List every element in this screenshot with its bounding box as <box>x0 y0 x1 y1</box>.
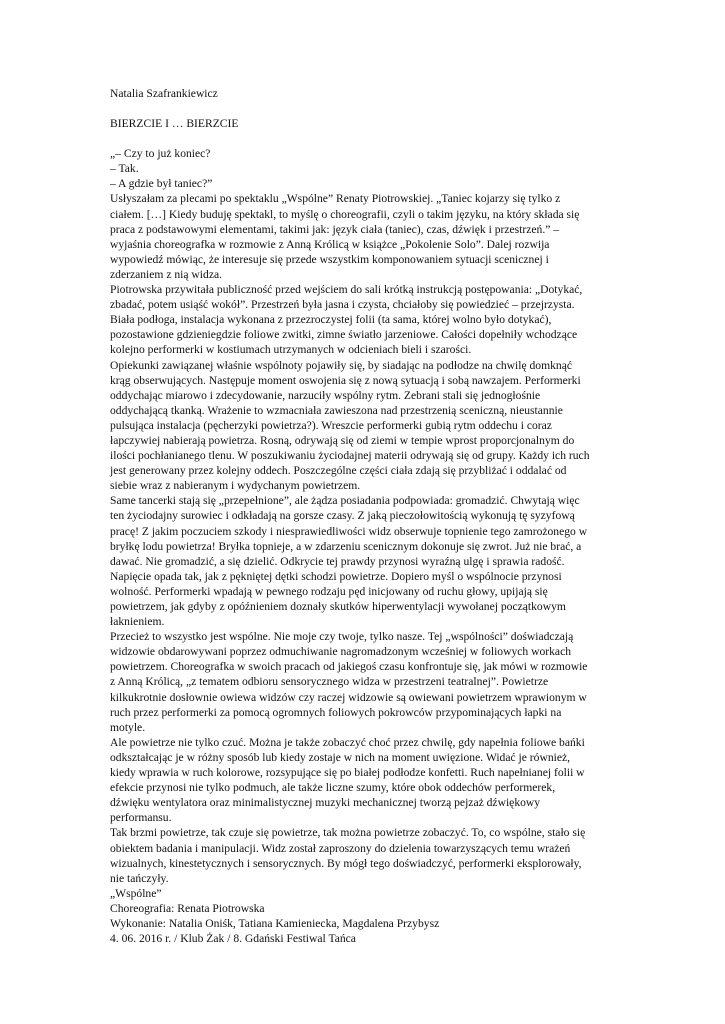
text-line: kolejno performerki w kostiumach utrzymanych w odcieniach bieli i szarości. <box>110 343 472 357</box>
text-line: Tak brzmi powietrze, tak czuje się powietrze, tak można powietrze zobaczyć. To, co wspólne, stało się <box>110 826 586 840</box>
article-body <box>110 146 625 946</box>
text-line: Przecież to wszystko jest wspólne. Nie moje czy twoje, tylko nasze. Tej „wspólności” doświadczają <box>110 630 574 644</box>
text-line: 4. 06. 2016 r. / Klub Żak / 8. Gdański Festiwal Tańca <box>110 932 356 946</box>
text-line: Ale powietrze nie tylko czuć. Można je także zobaczyć choć przez chwilę, gdy napełnia foliowe bańki <box>110 735 585 749</box>
text-line: zbadać, potem usiąść wokół”. Przestrzeń była jasna i czysta, chciałoby się powiedzieć – przejrzysta. <box>110 298 575 312</box>
text-line: kilkukrotnie dosłownie owiewa widzów czy raczej widzowie są owiewani powietrzem wprawionym w <box>110 690 587 704</box>
text-line: łapczywiej nabierają powietrza. Rosną, odrywają się od ziemi w tempie wprost proporcjonalnym do <box>110 433 575 447</box>
text-line: ciałem. […] Kiedy buduję spektakl, to myślę o choreografii, czyli o takim języku, na który składa się <box>110 207 580 221</box>
text-line: Napięcie opada tak, jak z pękniętej dętki schodzi powietrze. Dopiero myśl o wspólnocie przynosi <box>110 569 562 583</box>
text-line: dźwięku wentylatora oraz minimalistycznej muzyki mechanicznej tworzą pejzaż dźwiękowy <box>110 796 541 810</box>
text-line: siebie wraz z nabieranym i wydychanym powietrzem. <box>110 479 361 493</box>
text-line: zderzaniem z nią widza. <box>110 267 223 281</box>
text-line: pulsująca instalacja (pęcherzyki powietrza?). Wreszcie performerki gubią rytm oddechu i coraz <box>110 418 552 432</box>
text-line: bryłkę lodu powietrza! Bryłka topnieje, a w zdarzeniu scenicznym dokonuje się zwrot. Już nie brać, a <box>110 539 582 553</box>
text-line: Same tancerki stają się „przepełnione”, ale żądza posiadania podpowiada: gromadzić. Chwytają więc <box>110 494 580 508</box>
text-line: ten życiodajny surowiec i odkładają na gorsze czasy. Z jaką pieczołowitością wykonują tę syzyfową <box>110 509 575 523</box>
text-line: „– Czy to już koniec? <box>110 147 211 161</box>
text-line: ruch przez performerki za pomocą ogromnych foliowych pokrowców przypominających łapki na <box>110 705 562 719</box>
text-line: efekcie przynosi nie tylko podmuch, ale także liczne szumy, które obok oddechów performerek, <box>110 781 556 795</box>
text-line: Usłyszałam za plecami po spektaklu „Wspólne” Renaty Piotrowskiej. „Taniec kojarzy się tylko z <box>110 192 561 206</box>
text-line: praca z podstawowymi elementami, takimi jak: język ciała (taniec), czas, dźwięk i przestrzeń.” – <box>110 222 560 236</box>
text-line: motyle. <box>110 720 146 734</box>
spacer <box>110 101 625 116</box>
text-line: łaknieniem. <box>110 615 165 629</box>
text-line: widzowie obdarowywani poprzez odmuchiwanie nagromadzonym wcześniej w foliowych workach <box>110 645 572 659</box>
text-line: dawać. Nie gromadzić, a się dzielić. Odkrycie tej prawdy przynosi wyraźną ulgę i sprawia radość. <box>110 554 565 568</box>
text-line: powietrzem. Choreografka w swoich pracach od jakiegoś czasu konfrontuje się, jak mówi w rozmowie <box>110 660 588 674</box>
text-line: wizualnych, kinestetycznych i sensorycznych. By mógł tego doświadczyć, performerki eksplorowały, <box>110 856 582 870</box>
article-title: BIERZCIE I … BIERZCIE <box>110 117 239 131</box>
text-line: Wykonanie: Natalia Oniśk, Tatiana Kamieniecka, Magdalena Przybysz <box>110 916 440 930</box>
text-line: nie tańczyły. <box>110 871 169 885</box>
text-line: oddychając miarowo i zdecydowanie, narzuciły wspólny rytm. Zebrani stali się jednogłośnie <box>110 388 541 402</box>
text-line: Piotrowska przywitała publiczność przed wejściem do sali krótką instrukcją postępowania: „Dotykać, <box>110 283 583 297</box>
text-line: ilości pochłanianego tlenu. W poszukiwaniu życiodajnej materii odrywają się od grupy. Każdy ich ruch <box>110 449 590 463</box>
text-line: odkształcając je w różny sposób lub kiedy zostaje w nich na moment uwięzione. Widać je również, <box>110 750 571 764</box>
text-line: krąg obserwujących. Następuje moment oswojenia się z nową sytuacją i sobą nawzajem. Performerki <box>110 373 581 387</box>
spacer <box>110 131 625 146</box>
text-line: pracę! Z jakim poczuciem szkody i niesprawiedliwości widz obserwuje topnienie tego zamrożonego w <box>110 524 588 538</box>
author-name: Natalia Szafrankiewicz <box>110 87 218 100</box>
text-line: oddychającą tkanką. Wrażenie to wzmacniała zawieszona nad przestrzenią sceniczną, nieustannie <box>110 403 563 417</box>
text-line: wyjaśnia choreografka w rozmowie z Anną Królicą w książce „Pokolenie Solo”. Dalej rozwija <box>110 237 550 251</box>
text-line: Opiekunki zawiązanej właśnie wspólnoty pojawiły się, by siadając na podłodze na chwilę domknąć <box>110 358 573 372</box>
text-line: powietrzem, jak gdyby z opóźnieniem doznały skutków hiperwentylacji wywołanej początkowym <box>110 600 566 613</box>
text-line: obiektem badania i manipulacji. Widz został zaproszony do dzielenia towarzyszących temu wrażeń <box>110 841 571 855</box>
document-page <box>110 86 625 946</box>
text-line: z Anną Królicą, „z tematem odbioru sensorycznego widza w przestrzeni teatralnej”. Powietrze <box>110 675 549 689</box>
text-line: pozostawione gdzieniegdzie foliowe zwitki, zimne światło jarzeniowe. Całości dopełniły wchodzące <box>110 328 578 342</box>
text-line: Choreografia: Renata Piotrowska <box>110 901 265 915</box>
text-line: „Wspólne” <box>110 886 162 900</box>
text-line: jest generowany przez kolejny oddech. Poszczególne części ciała zdają się przybliżać i oddalać od <box>110 464 567 478</box>
text-line: – Tak. <box>110 162 139 176</box>
text-line: – A gdzie był taniec?” <box>110 177 213 191</box>
text-line: Biała podłoga, instalacja wykonana z przezroczystej folii (ta sama, której wolno było dotykać), <box>110 313 552 327</box>
text-line: kiedy wprawia w ruch kolorowe, rozsypujące się po białej podłodze konfetti. Ruch napełnianej folii w <box>110 766 585 780</box>
text-line: performansu. <box>110 811 172 825</box>
text-line: wolność. Performerki wpadają w pewnego rodzaju pęd inicjowany od ruchu głowy, upijają się <box>110 584 548 598</box>
text-line: wypowiedź mówiąc, że interesuje się przede wszystkim komponowaniem sytuacji scenicznej i <box>110 252 549 266</box>
